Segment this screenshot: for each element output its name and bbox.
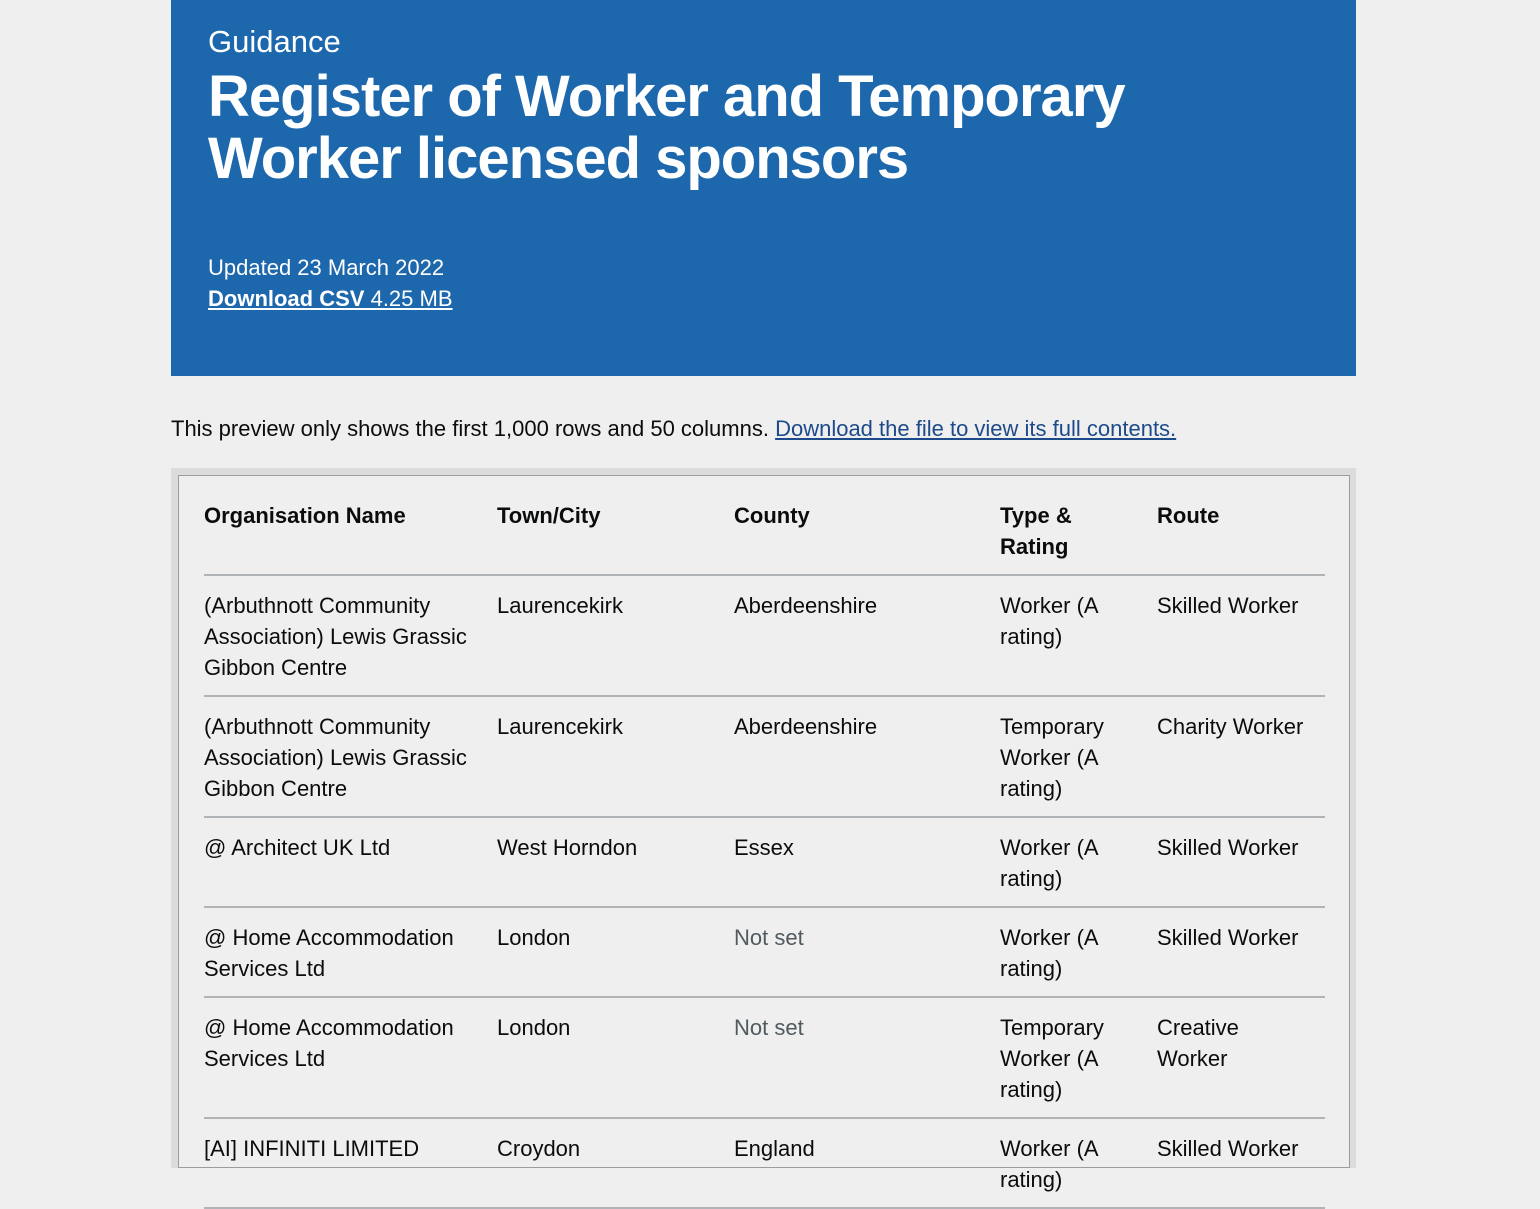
column-header-town-city: Town/City	[497, 500, 734, 575]
table-row	[204, 997, 1325, 1118]
cell-county: Aberdeenshire	[734, 575, 1000, 696]
cell-type-rating: Temporary Worker (A rating)	[1000, 696, 1157, 817]
download-csv-size: 4.25 MB	[370, 286, 453, 311]
column-header-type-rating: Type & Rating	[1000, 500, 1157, 575]
csv-preview-scroll-area[interactable]	[178, 475, 1350, 1192]
column-header-county: County	[734, 500, 1000, 575]
cell-route: Creative Worker	[1157, 997, 1325, 1118]
cell-town-city: Laurencekirk	[497, 696, 734, 817]
cell-county: Not set	[734, 907, 1000, 997]
download-csv-link[interactable]	[208, 286, 453, 311]
cell-type-rating: Worker (A rating)	[1000, 817, 1157, 907]
column-header-route: Route	[1157, 500, 1325, 575]
table-row	[204, 817, 1325, 907]
cell-type-rating: Temporary Worker (A rating)	[1000, 997, 1157, 1118]
cell-organisation-name: @ Home Accommodation Services Ltd	[204, 907, 497, 997]
cell-organisation-name: (Arbuthnott Community Association) Lewis Grassic Gibbon Centre	[204, 575, 497, 696]
table-row	[204, 575, 1325, 696]
updated-date: Updated 23 March 2022	[208, 255, 445, 280]
table-row	[204, 696, 1325, 817]
cell-organisation-name: (Arbuthnott Community Association) Lewis Grassic Gibbon Centre	[204, 696, 497, 817]
cell-route: Skilled Worker	[1157, 907, 1325, 997]
cell-organisation-name: [AI] INFINITI LIMITED	[204, 1118, 497, 1208]
table-row	[204, 907, 1325, 997]
page-title: Register of Worker and Temporary Worker licensed sponsors	[208, 64, 1125, 191]
cell-town-city: London	[497, 907, 734, 997]
cell-route: Skilled Worker	[1157, 575, 1325, 696]
cell-town-city: Croydon	[497, 1118, 734, 1208]
download-full-file-link[interactable]: Download the file to view its full contents.	[775, 416, 1177, 441]
cell-organisation-name: @ Home Accommodation Services Ltd	[204, 997, 497, 1118]
sponsors-table	[204, 500, 1325, 1209]
table-row	[204, 1118, 1325, 1208]
preview-note-text: This preview only shows the first 1,000 rows and 50 columns.	[171, 416, 769, 441]
cell-town-city: London	[497, 997, 734, 1118]
cell-route: Skilled Worker	[1157, 1118, 1325, 1208]
table-header-row	[204, 500, 1325, 575]
cell-county: England	[734, 1118, 1000, 1208]
cell-route: Skilled Worker	[1157, 817, 1325, 907]
cell-town-city: West Horndon	[497, 817, 734, 907]
cell-route: Charity Worker	[1157, 696, 1325, 817]
cell-county: Aberdeenshire	[734, 696, 1000, 817]
page-header	[171, 0, 1356, 376]
cell-organisation-name: @ Architect UK Ltd	[204, 817, 497, 907]
cell-county: Essex	[734, 817, 1000, 907]
document-metadata	[208, 252, 453, 314]
cell-town-city: Laurencekirk	[497, 575, 734, 696]
csv-preview-frame[interactable]	[171, 468, 1356, 1192]
cell-type-rating: Worker (A rating)	[1000, 907, 1157, 997]
cell-county: Not set	[734, 997, 1000, 1118]
cell-type-rating: Worker (A rating)	[1000, 1118, 1157, 1208]
preview-note	[171, 412, 1356, 446]
page-caption: Guidance	[208, 24, 341, 59]
download-csv-label: Download CSV	[208, 286, 365, 311]
column-header-organisation-name: Organisation Name	[204, 500, 497, 575]
cell-type-rating: Worker (A rating)	[1000, 575, 1157, 696]
